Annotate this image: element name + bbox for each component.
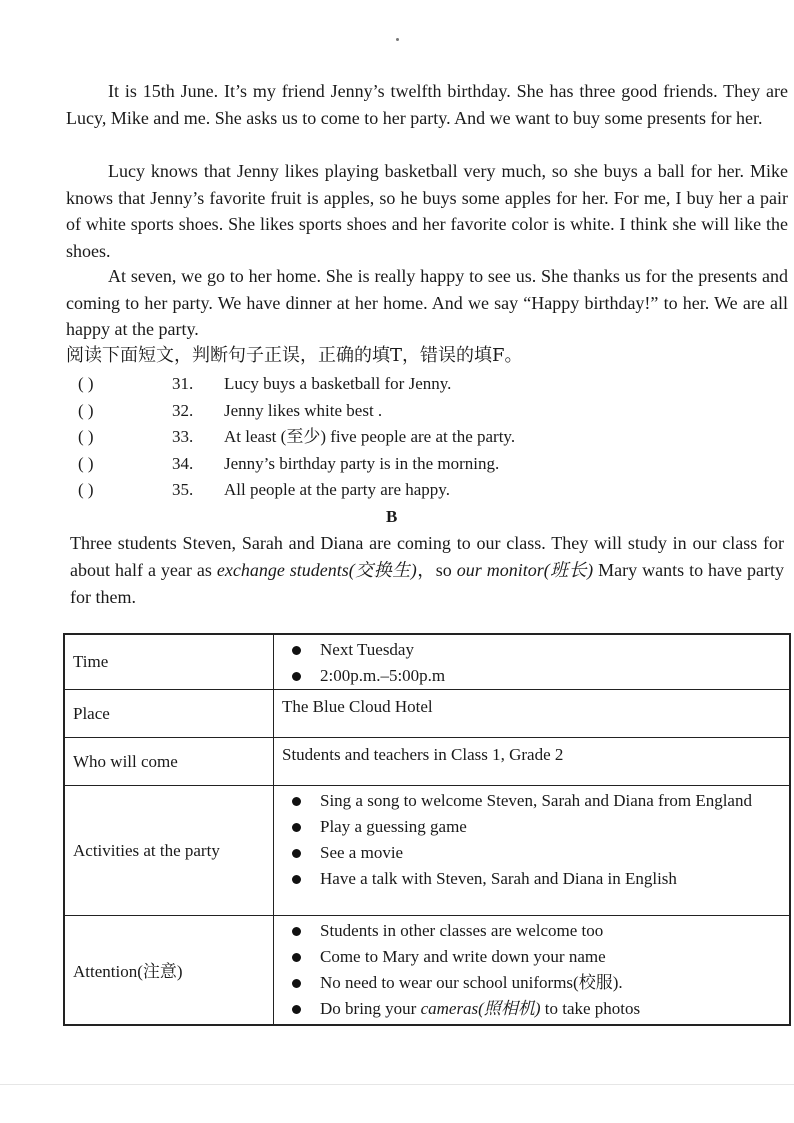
list-item: Play a guessing game — [282, 814, 789, 840]
question-number: 33. — [172, 427, 194, 446]
row-label: Time — [64, 634, 274, 690]
intro-italic-text: our monitor(班长) — [456, 560, 594, 580]
passage-paragraph-3 — [66, 263, 788, 343]
question-text: At least (至少) five people are at the party. — [224, 427, 516, 446]
item-text: to take photos — [540, 999, 641, 1018]
answer-blank[interactable]: ( ) — [78, 427, 94, 446]
row-label: Activities at the party — [64, 786, 274, 916]
who-value: Students and teachers in Class 1, Grade 2 — [282, 745, 564, 764]
answer-blank[interactable]: ( ) — [78, 480, 94, 499]
intro-text: Three students Steven, Sarah and Diana are coming to our class. They will study in our class for about half a year as — [70, 533, 784, 580]
intro-text: Mary wants to have party for them. — [70, 560, 785, 607]
question-text: Jenny likes white best . — [224, 400, 383, 420]
answer-blank[interactable]: ( ) — [78, 374, 94, 393]
bullet-list — [282, 916, 789, 1022]
bullet-list — [282, 635, 789, 689]
place-value: The Blue Cloud Hotel — [282, 697, 433, 716]
list-item: See a movie — [282, 840, 789, 866]
question-item — [78, 398, 515, 425]
list-item: Sing a song to welcome Steven, Sarah and Diana from England — [282, 788, 789, 814]
row-value — [274, 786, 791, 916]
passage-paragraph-1 — [66, 78, 788, 131]
list-item: No need to wear our school uniforms(校服). — [282, 970, 789, 996]
question-item — [78, 371, 515, 398]
question-number: 32. — [172, 400, 194, 420]
bullet-list — [282, 786, 789, 892]
table-row — [64, 786, 790, 916]
table-row — [64, 738, 790, 786]
intro-text: ，so — [416, 560, 457, 580]
question-item — [78, 424, 515, 451]
party-info-table — [63, 633, 791, 1026]
row-value — [274, 634, 791, 690]
paragraph-text: It is 15th June. It’s my friend Jenny’s twelfth birthday. She has three good friends. They are Lucy, Mike and me. She asks us to come to her party. And we want to buy some presents for her. — [66, 81, 788, 128]
row-value — [274, 916, 791, 1025]
answer-blank[interactable]: ( ) — [78, 400, 94, 420]
row-value — [274, 738, 791, 786]
list-item — [282, 996, 789, 1022]
list-item: Students in other classes are welcome too — [282, 918, 789, 944]
item-italic-text: cameras(照相机) — [420, 999, 541, 1018]
answer-blank[interactable]: ( ) — [78, 453, 94, 473]
list-item: Have a talk with Steven, Sarah and Diana in English — [282, 866, 789, 892]
list-item: Come to Mary and write down your name — [282, 944, 789, 970]
row-label: Who will come — [64, 738, 274, 786]
paragraph-text: At seven, we go to her home. She is really happy to see us. She thanks us for the presents and coming to her party. We have dinner at her home. And we say “Happy birthday!” to her. We are all happy at the party. — [66, 266, 788, 339]
scan-dot — [396, 38, 399, 41]
page-bottom-divider — [0, 1084, 794, 1085]
question-text: Lucy buys a basketball for Jenny. — [224, 374, 452, 393]
table-row — [64, 690, 790, 738]
list-item: Next Tuesday — [282, 637, 789, 663]
row-label: Place — [64, 690, 274, 738]
table-row — [64, 634, 790, 690]
question-text: All people at the party are happy. — [224, 480, 450, 499]
question-text: Jenny’s birthday party is in the morning. — [224, 453, 500, 473]
row-label: Attention(注意) — [64, 916, 274, 1025]
question-item — [78, 477, 515, 504]
question-number: 31. — [172, 374, 194, 393]
question-number: 35. — [172, 480, 194, 499]
question-item — [78, 451, 515, 478]
question-list — [78, 371, 515, 504]
item-text: Do bring your — [320, 999, 421, 1018]
section-heading: B — [386, 507, 398, 526]
passage-paragraph-2 — [66, 158, 788, 264]
question-number: 34. — [172, 453, 194, 473]
section-b-intro — [70, 530, 784, 611]
table-row — [64, 916, 790, 1025]
row-value — [274, 690, 791, 738]
question-instruction: 阅读下面短文，判断句子正误，正确的填T，错误的填F。 — [66, 345, 523, 366]
list-item: 2:00p.m.–5:00p.m — [282, 663, 789, 689]
intro-italic-text: exchange students(交换生) — [216, 560, 417, 580]
paragraph-text: Lucy knows that Jenny likes playing basketball very much, so she buys a ball for her. Mike knows that Jenny’s favorite fruit is apples, so he buys some apples for her. For me, I buy her a pair of white sports shoes. She likes sports shoes and her favorite color is white. I think she will like the shoes. — [66, 161, 788, 261]
